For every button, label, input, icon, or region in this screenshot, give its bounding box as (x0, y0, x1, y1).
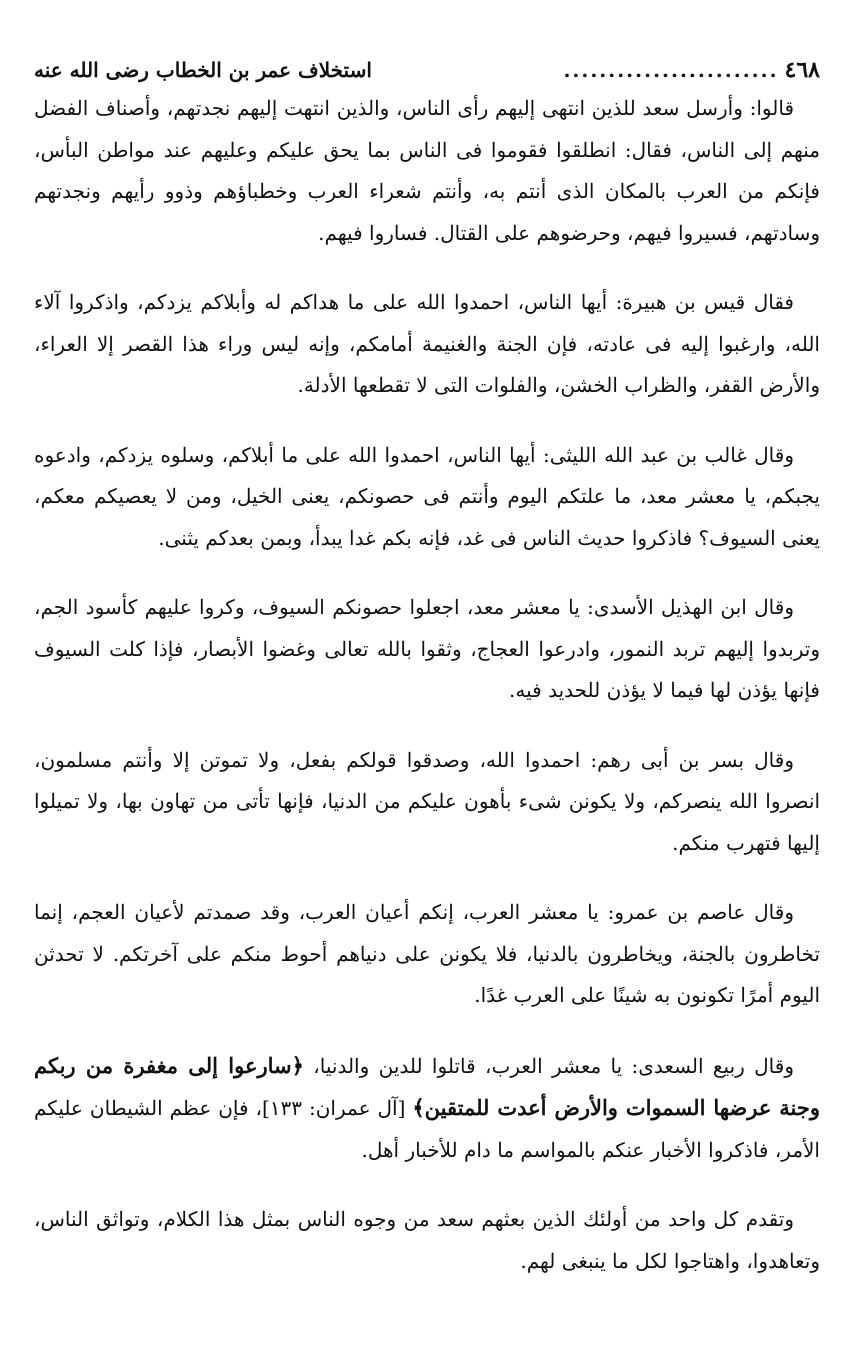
paragraph-gap (34, 254, 820, 282)
paragraph-gap (34, 1017, 820, 1045)
paragraph-asim-speech: وقال عاصم بن عمرو: يا معشر العرب، إنكم أعيان العرب، وقد صمدتم لأعيان العجم، إنما تخاطرون بالجنة، ويخاطرون بالدنيا، فلا يكونن على دنياهم أحوط منكم على آخرتكم. لا تحدثن اليوم أمرًا تكونون به شينًا على العرب غدًا. (34, 900, 820, 1007)
rabi-speech-conclusion: [آل عمران: ١٣٣]، فإن عظم الشيطان عليكم الأمر، فاذكروا الأخبار عنكم بالمواسم ما دام للأخبار أهل. (34, 1096, 820, 1162)
paragraph-qais-speech: فقال قيس بن هبيرة: أيها الناس، احمدوا الله على ما هداكم له وأبلاكم يزدكم، واذكروا آلاء الله، وارغبوا إليه فى عادته، فإن الجنة والغنيمة أمامكم، وإنه ليس وراء هذا القصر إلا العراء، والأرض القفر، والظراب الخشن، والفلوات التى لا تقطعها الأدلة. (34, 290, 820, 397)
paragraph-gap (34, 712, 820, 740)
paragraph-gap (34, 864, 820, 892)
paragraph-gap (34, 559, 820, 587)
header-leader-dots: ........................ (563, 58, 779, 82)
running-header (34, 52, 820, 88)
paragraph-gap (34, 1171, 820, 1199)
quran-verse: ﴿سارعوا إلى مغفرة من ربكم وجنة عرضها السموات والأرض أعدت للمتقين﴾ (34, 1052, 821, 1120)
paragraph-ghalib-speech: وقال غالب بن عبد الله الليثى: أيها الناس، احمدوا الله على ما أبلاكم، وسلوه يزدكم، وادعوه يجبكم، يا معشر معد، ما علتكم اليوم وأنتم فى حصونكم، يعنى الخيل، ومن لا يعصيكم معكم، يعنى السيوف؟ فاذكروا حديث الناس فى غد، فإنه بكم غدا يبدأ، وبمن بعدكم يثنى. (34, 442, 821, 550)
paragraph-gap (34, 407, 820, 435)
paragraph-closing: وتقدم كل واحد من أولئك الذين بعثهم سعد من وجوه الناس بمثل هذا الكلام، وتواثق الناس، وتعاهدوا، واهتاجوا لكل ما ينبغى لهم. (34, 1207, 820, 1273)
rabi-speech-intro: وقال ربيع السعدى: يا معشر العرب، قاتلوا للدين والدنيا، (303, 1053, 794, 1078)
book-page (34, 52, 820, 1282)
paragraph-ibn-hudhail-speech: وقال ابن الهذيل الأسدى: يا معشر معد، اجعلوا حصونكم السيوف، وكروا عليهم كأسود الجم، وتربدوا إليهم تربد النمور، وادرعوا العجاج، وثقوا بالله تعالى وغضوا الأبصار، فإذا كلت السيوف فإنها يؤذن لها فيما لا يؤذن للحديد فيه. (34, 595, 820, 702)
paragraph-rabi-speech (34, 1045, 820, 1172)
chapter-title: استخلاف عمر بن الخطاب رضى الله عنه (34, 58, 372, 82)
paragraph-saad-instruction: قالوا: وأرسل سعد للذين انتهى إليهم رأى الناس، والذين انتهت إليهم نجدتهم، وأصناف الفضل منهم إلى الناس، فقال: انطلقوا فقوموا فى الناس بما يحق عليكم وعليهم عند مواطن البأس، فإنكم من العرب بالمكان الذى أنتم به، وأنتم شعراء العرب وخطباؤهم وذوو رأيهم ونجدتهم وسادتهم، فسيروا فيهم، وحرضوهم على القتال. فساروا فيهم. (34, 96, 820, 245)
page-number: ٤٦٨ (784, 57, 820, 83)
paragraph-busr-speech: وقال بسر بن أبى رهم: احمدوا الله، وصدقوا قولكم بفعل، ولا تموتن إلا وأنتم مسلمون، انصروا الله ينصركم، ولا يكونن شىء بأهون عليكم من الدنيا، فإنها تأتى من تهاون بها، ولا تميلوا إليها فتهرب منكم. (34, 747, 820, 855)
